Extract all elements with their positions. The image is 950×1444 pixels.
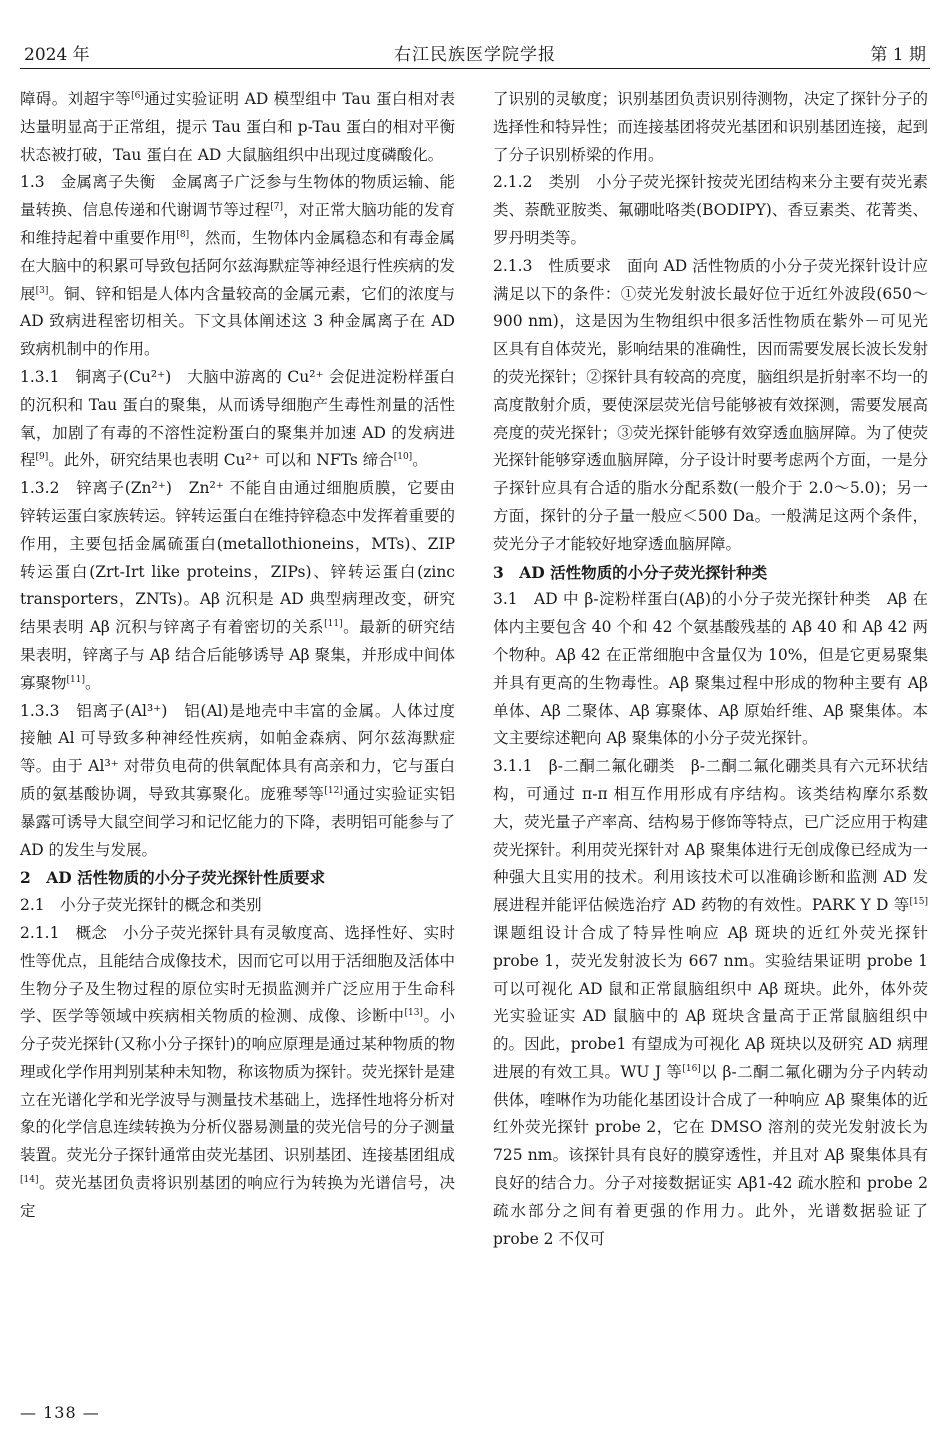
right-column — [493, 86, 928, 1253]
section-3-1-1-paragraph: 3.1.1 β-二酮二氟化硼类 β-二酮二氟化硼类具有六元环状结构，可通过 π-π 相互作用形成有序结构。该类结构摩尔系数大，荧光量子产率高、结构易于修饰等特点，已广泛应用于构建荧光探针。利用荧光探针对 Aβ 聚集体进行无创成像已经成为一种强大且实用的技术。利用该技术可以准确诊断和监测 AD 发展进程并能评估候选治疗 AD 药物的有效性。PARK Y D 等[15]课题组设计合成了特异性响应 Aβ 斑块的近红外荧光探针 probe 1，荧光发射波长为 667 nm。实验结果证明 probe 1 可以可视化 AD 鼠和正常鼠脑组织中 Aβ 斑块。此外，体外荧光实验证实 AD 鼠脑中的 Aβ 斑块含量高于正常鼠脑组织中的。因此，probe1 有望成为可视化 Aβ 斑块以及研究 AD 病理进展的有效工具。WU J 等[16]以 β-二酮二氟化硼为分子内转动供体，喹啉作为功能化基团设计合成了一种响应 Aβ 聚集体的近红外荧光探针 probe 2，它在 DMSO 溶剂的荧光发射波长为 725 nm。该探针具有良好的膜穿透性，并且对 Aβ 聚集体具有良好的结合力。分子对接数据证实 Aβ1-42 疏水腔和 probe 2 疏水部分之间有着更强的作用力。此外，光谱数据验证了 probe 2 不仅可 — [493, 757, 928, 1248]
citation-marker: [16] — [682, 1063, 701, 1074]
running-header — [20, 38, 930, 69]
header-issue: 第 1 期 — [870, 45, 926, 65]
section-1-3-1-paragraph: 1.3.1 铜离子(Cu²⁺) 大脑中游离的 Cu²⁺ 会促进淀粉样蛋白的沉积和 Tau 蛋白的聚集，从而诱导细胞产生毒性剂量的活性氧，加剧了有毒的不溶性淀粉蛋白的聚集并加速 AD 的发病进程[9]。此外，研究结果也表明 Cu²⁺ 可以和 NFTs 缔合[10]。 — [20, 367, 455, 470]
header-year: 2024 年 — [24, 45, 90, 65]
citation-marker: [11] — [66, 674, 85, 685]
citation-marker: [7] — [270, 202, 283, 213]
paragraph: 了识别的灵敏度；识别基团负责识别待测物，决定了探针分子的选择性和特异性；而连接基团将荧光基团和识别基团连接，起到了分子识别桥梁的作用。 — [493, 90, 928, 164]
citation-marker: [11] — [324, 618, 343, 629]
section-1-3-paragraph: 1.3 金属离子失衡 金属离子广泛参与生物体的物质运输、能量转换、信息传递和代谢调节等过程[7]，对正常大脑功能的发育和维持起着中重要作用[8]，然而，生物体内金属稳态和有毒金属在大脑中的积累可导致包括阿尔兹海默症等神经退行性疾病的发展[3]。铜、锌和铝是人体内含量较高的金属元素，它们的浓度与 AD 致病进程密切相关。下文具体阐述这 3 种金属离子在 AD 致病机制中的作用。 — [20, 173, 455, 359]
citation-marker: [14] — [20, 1174, 39, 1185]
section-3-heading: 3 AD 活性物质的小分子荧光探针种类 — [493, 562, 768, 582]
paragraph: 障碍。刘超宇等[6]通过实验证明 AD 模型组中 Tau 蛋白相对表达量明显高于正常组，提示 Tau 蛋白和 p-Tau 蛋白的相对平衡状态被打破，Tau 蛋白在 AD 大鼠脑组织中出现过度磷酸化。 — [20, 90, 455, 164]
citation-marker: [6] — [131, 90, 144, 101]
citation-marker: [10] — [393, 452, 413, 463]
section-2-heading: 2 AD 活性物质的小分子荧光探针性质要求 — [20, 868, 326, 888]
citation-marker: [13] — [404, 1008, 423, 1019]
section-1-3-3-paragraph: 1.3.3 铝离子(Al³⁺) 铝(Al)是地壳中丰富的金属。人体过度接触 Al 可导致多种神经性疾病，如帕金森病、阿尔兹海默症等。由于 Al³⁺ 对带负电荷的供氧配体具有高亲和力，它与蛋白质的氨基酸协调，导致其寡聚化。庞雅琴等[12]通过实验证实铝暴露可诱导大鼠空间学习和记忆能力的下降，表明铝可能参与了 AD 的发生与发展。 — [20, 701, 455, 859]
header-journal-title: 右江民族医学院学报 — [394, 45, 556, 65]
page-number: — 138 — — [20, 1403, 100, 1422]
citation-marker: [3] — [35, 285, 49, 296]
citation-marker: [9] — [35, 452, 49, 463]
section-2-1-2-paragraph: 2.1.2 类别 小分子荧光探针按荧光团结构来分主要有荧光素类、萘酰亚胺类、氟硼吡咯类(BODIPY)、香豆素类、花菁类、罗丹明类等。 — [493, 173, 928, 247]
section-1-3-2-paragraph: 1.3.2 锌离子(Zn²⁺) Zn²⁺ 不能自由通过细胞质膜，它要由锌转运蛋白家族转运。锌转运蛋白在维持锌稳态中发挥着重要的作用，主要包括金属硫蛋白(metallothioneins，MTs)、ZIP 转运蛋白(Zrt-Irt like proteins，ZIPs)、锌转运蛋白(zinc transporters，ZNTs)。Aβ 沉积是 AD 典型病理改变，研究结果表明 Aβ 沉积与锌离子有着密切的关系[11]。最新的研究结果表明，锌离子与 Aβ 结合后能够诱导 Aβ 聚集，并形成中间体寡聚物[11]。 — [20, 479, 455, 692]
section-3-1-paragraph: 3.1 AD 中 β-淀粉样蛋白(Aβ)的小分子荧光探针种类 Aβ 在体内主要包含 40 个和 42 个氨基酸残基的 Aβ 40 和 Aβ 42 两个物种。Aβ 42 在正常细胞中含量仅为 10%，但是它更易聚集并具有更高的生物毒性。Aβ 聚集过程中形成的物种主要有 Aβ 单体、Aβ 二聚体、Aβ 寡聚体、Aβ 原始纤维、Aβ 聚集体。本文主要综述靶向 Aβ 聚集体的小分子荧光探针。 — [493, 590, 928, 748]
left-column — [20, 86, 455, 1226]
section-2-1-1-paragraph: 2.1.1 概念 小分子荧光探针具有灵敏度高、选择性好、实时性等优点，且能结合成像技术，因而它可以用于活细胞及活体中生物分子及生物过程的原位实时无损监测并广泛应用于生命科学、医学等领域中疾病相关物质的检测、成像、诊断中[13]。小分子荧光探针(又称小分子探针)的响应原理是通过某种物质的物理或化学作用判别某种未知物，称该物质为探针。荧光探针是建立在光谱化学和光学波导与测量技术基础上，选择性地将分析对象的化学信息连续转换为分析仪器易测量的荧光信号的分子测量装置。荧光分子探针通常由荧光基团、识别基团、连接基团组成[14]。荧光基团负责将识别基团的响应行为转换为光谱信号，决定 — [20, 923, 455, 1220]
section-2-1-heading: 2.1 小分子荧光探针的概念和类别 — [20, 896, 262, 915]
section-2-1-3-paragraph: 2.1.3 性质要求 面向 AD 活性物质的小分子荧光探针设计应满足以下的条件：①荧光发射波长最好位于近红外波段(650～900 nm)，这是因为生物组织中很多活性物质在紫外－可见光区具有自体荧光，影响结果的准确性，因而需要发展长波长发射的荧光探针；②探针具有较高的亮度，脑组织是折射率不均一的高度散射介质，要使深层荧光信号能够被有效探测，需要发展高亮度的荧光探针；③荧光探针能够有效穿透血脑屏障。为了使荧光探针能够穿透血脑屏障，分子设计时要考虑两个方面，一是分子探针应具有合适的脂水分配系数(一般介于 2.0～5.0)；另一方面，探针的分子量一般应＜500 Da。一般满足这两个条件，荧光分子才能较好地穿透血脑屏障。 — [493, 256, 928, 553]
citation-marker: [12] — [324, 785, 343, 796]
citation-marker: [15] — [909, 896, 928, 907]
citation-marker: [8] — [176, 229, 190, 240]
